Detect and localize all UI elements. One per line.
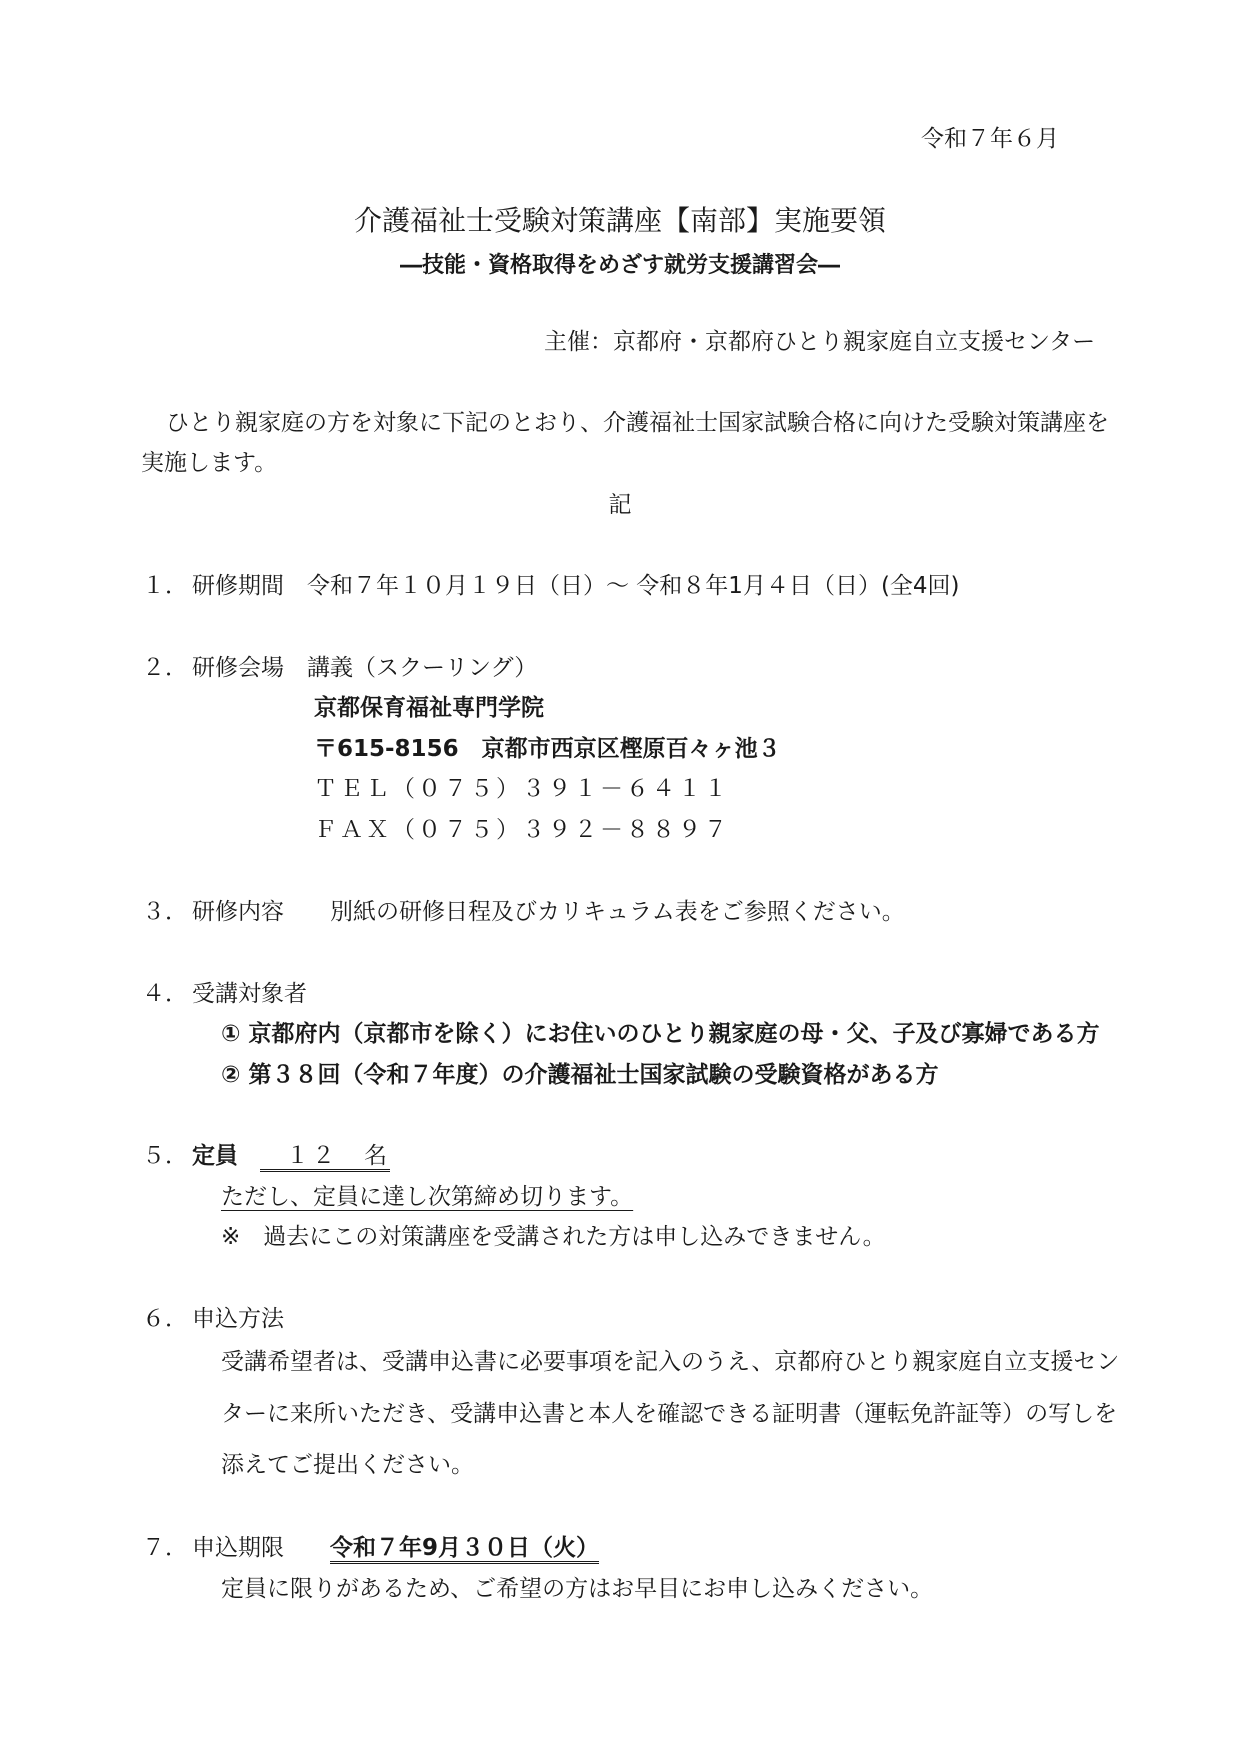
venue-address: 〒615-8156 京都市西京区樫原百々ヶ池３ — [314, 736, 781, 762]
item-2-sub: 講義（スクーリング） — [307, 655, 538, 681]
item-1-number: １． — [142, 573, 188, 599]
item-2-label: 研修会場 — [192, 655, 284, 681]
eligibility-1: ① 京都府内（京都市を除く）にお住いのひとり親家庭の母・父、子及び寡婦である方 — [221, 1021, 1100, 1047]
venue-tel: ＴＥＬ（０７５）３９１－６４１１ — [314, 776, 730, 802]
application-deadline: 令和７年9月３０日（火） — [330, 1535, 600, 1561]
item-3-number: ３． — [142, 899, 188, 925]
past-participants-note: ※ 過去にこの対策講座を受講された方は申し込みできません。 — [221, 1224, 886, 1250]
item-6-number: ６． — [142, 1306, 188, 1332]
organizer-line: 主催：京都府・京都府ひとり親家庭自立支援センター — [544, 329, 1096, 355]
document-subtitle: ―技能・資格取得をめざす就労支援講習会― — [399, 253, 840, 278]
deadline-note: 定員に限りがあるため、ご希望の方はお早目にお申し込みください。 — [221, 1576, 934, 1602]
item-4-label: 受講対象者 — [192, 981, 307, 1007]
application-method-line-1: 受講希望者は、受講申込書に必要事項を記入のうえ、京都府ひとり親家庭自立支援セン — [221, 1349, 1120, 1375]
capacity-value: １２ 名 — [260, 1143, 390, 1169]
application-method-line-3: 添えてご提出ください。 — [221, 1452, 474, 1478]
venue-fax: ＦＡＸ（０７５）３９２－８８９７ — [314, 817, 730, 843]
item-4-number: ４． — [142, 981, 188, 1007]
item-5-number: ５． — [142, 1143, 188, 1169]
item-3-label: 研修内容 — [192, 899, 284, 925]
item-5-label: 定員 — [192, 1143, 238, 1169]
ki-heading: 記 — [608, 492, 632, 518]
document-date: 令和７年６月 — [921, 126, 1059, 152]
item-6-label: 申込方法 — [192, 1306, 284, 1332]
item-2-number: ２． — [142, 655, 188, 681]
intro-line-2: 実施します。 — [141, 450, 278, 476]
item-7-number: ７． — [142, 1535, 188, 1561]
venue-name: 京都保育福祉専門学院 — [314, 695, 544, 721]
capacity-note: ただし、定員に達し次第締め切ります。 — [221, 1184, 634, 1210]
item-1-text: 令和７年１０月１９日（日）～ 令和８年1月４日（日）(全4回) — [307, 573, 960, 599]
item-3-text: 別紙の研修日程及びカリキュラム表をご参照ください。 — [330, 899, 905, 925]
document-title: 介護福祉士受験対策講座【南部】実施要領 — [353, 204, 886, 237]
eligibility-2: ② 第３８回（令和７年度）の介護福祉士国家試験の受験資格がある方 — [221, 1062, 939, 1088]
item-1-label: 研修期間 — [192, 573, 284, 599]
item-7-label: 申込期限 — [192, 1535, 284, 1561]
intro-line-1: ひとり親家庭の方を対象に下記のとおり、介護福祉士国家試験合格に向けた受験対策講座を — [166, 410, 1109, 436]
application-method-line-2: ターに来所いただき、受講申込書と本人を確認できる証明書（運転免許証等）の写しを — [221, 1401, 1118, 1427]
